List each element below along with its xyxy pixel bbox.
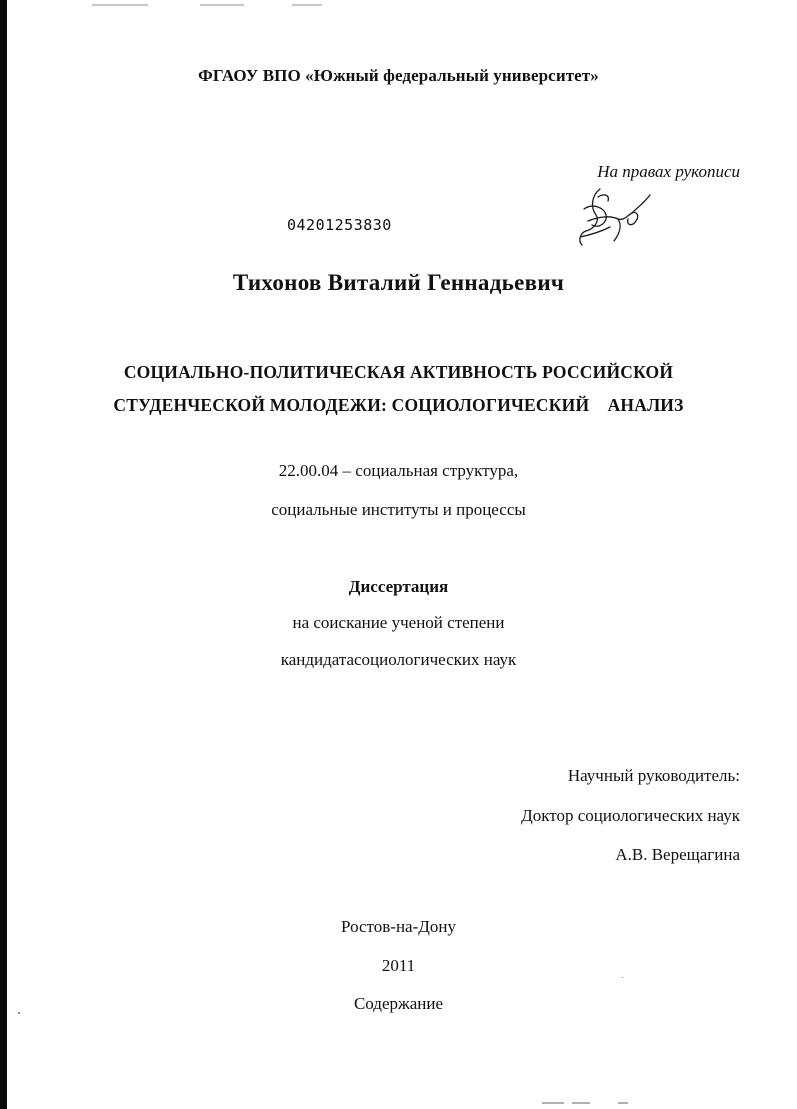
scan-top-mark [200,4,244,6]
scan-left-edge [0,0,7,1109]
city: Ростов-на-Дону [341,917,456,936]
degree-line-2: кандидатасоциологических наук [280,650,517,669]
author-name: Тихонов Виталий Геннадьевич [232,270,565,295]
specialty-name-line: социальные институты и процессы [271,500,526,519]
scan-top-mark [92,4,148,6]
author-signature [570,185,655,251]
year: 2011 [381,956,416,975]
advisor-name: А.В. Верещагина [615,845,740,864]
degree-line-1: на соискание ученой степени [292,613,505,632]
dissertation-title-line-1: СОЦИАЛЬНО-ПОЛИТИЧЕСКАЯ АКТИВНОСТЬ РОССИЙСКОЙ [123,362,674,382]
manuscript-rights-note: На правах рукописи [597,162,740,181]
contents-heading: Содержание [353,994,444,1013]
university-name: ФГАОУ ВПО «Южный федеральный университет» [198,66,599,85]
registration-number: 04201253830 [287,216,392,234]
scan-bottom-mark [542,1102,564,1104]
advisor-label: Научный руководитель: [567,766,740,785]
scan-speck [622,977,623,978]
scan-bottom-mark [572,1102,590,1104]
scan-top-mark [292,4,322,6]
scan-bottom-mark [618,1102,628,1104]
advisor-degree: Доктор социологических наук [521,806,740,825]
dissertation-title-line-2: СТУДЕНЧЕСКОЙ МОЛОДЕЖИ: СОЦИОЛОГИЧЕСКИЙ АНАЛИЗ [113,395,684,415]
dissertation-heading: Диссертация [348,577,449,596]
specialty-code-line: 22.00.04 – социальная структура, [278,461,519,480]
